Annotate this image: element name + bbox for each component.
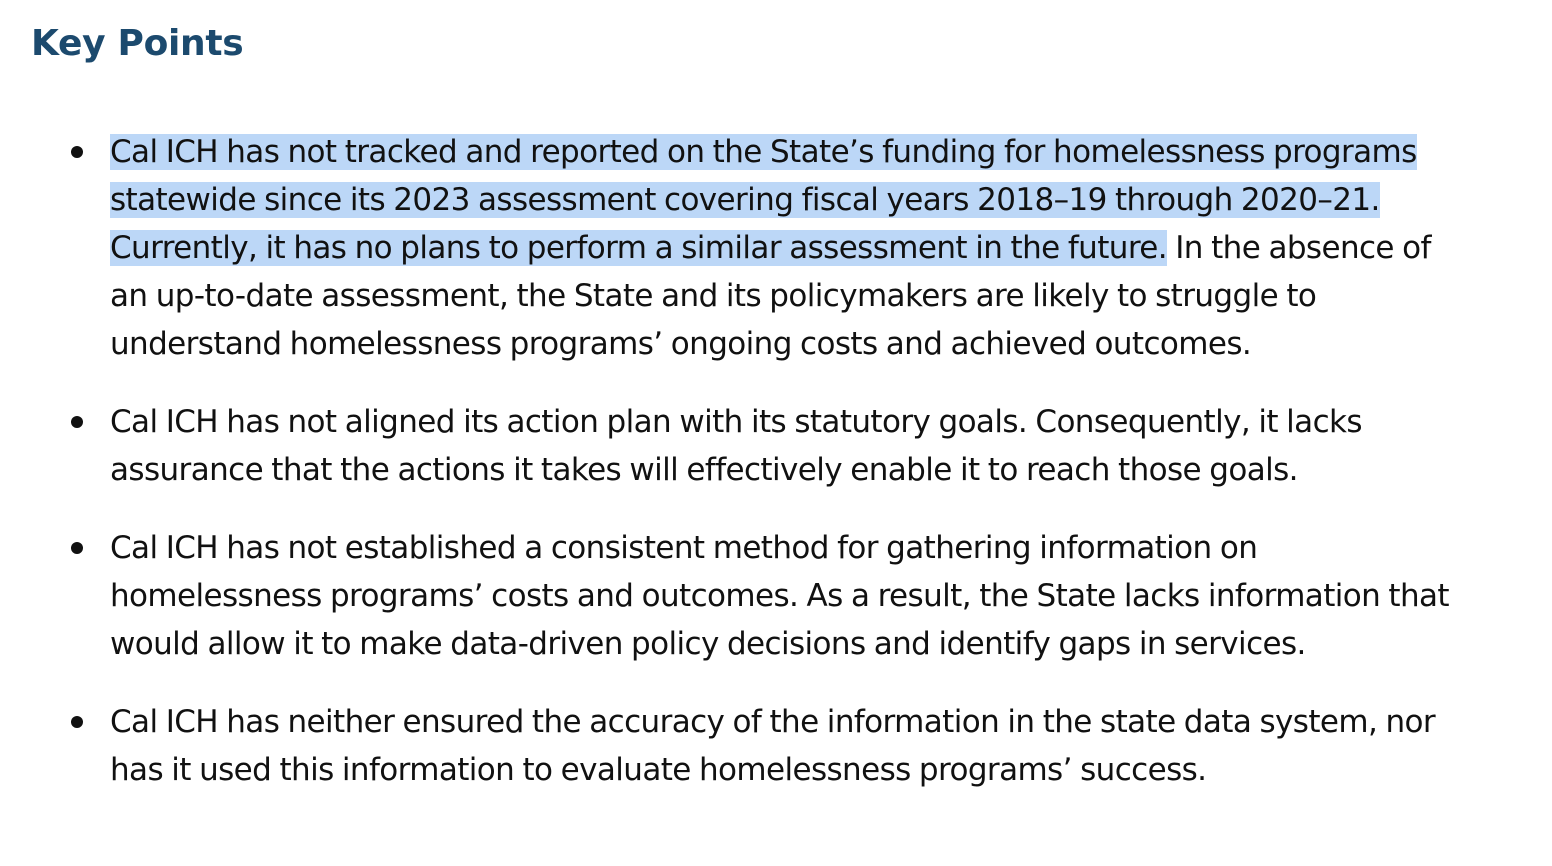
- list-item[interactable]: [0, 698, 1552, 794]
- bullet-icon: [71, 716, 83, 728]
- list-item[interactable]: [0, 128, 1552, 368]
- selected-text[interactable]: Cal ICH has not tracked and reported on the State’s funding for homelessness programs statewide since its 2023 assessment covering fiscal years 2018–19 through 2020–21. Currently, it has no plans to perform a similar assessment in the future.: [110, 134, 1417, 266]
- point-text[interactable]: Cal ICH has not established a consistent method for gathering information on homelessness programs’ costs and outcomes. As a result, the State lacks information that would allow it to make data-driven policy decisions and identify gaps in services.: [110, 530, 1449, 662]
- bullet-icon: [71, 416, 83, 428]
- point-text[interactable]: Cal ICH has neither ensured the accuracy of the information in the state data system, nor has it used this information to evaluate homelessness programs’ success.: [110, 704, 1436, 788]
- section-heading: Key Points: [31, 23, 244, 64]
- point-text[interactable]: Cal ICH has not aligned its action plan with its statutory goals. Consequently, it lacks assurance that the actions it takes will effectively enable it to reach those goals.: [110, 404, 1362, 488]
- list-item[interactable]: [0, 398, 1552, 494]
- bullet-icon: [71, 542, 83, 554]
- key-points-list: [0, 128, 1552, 794]
- point-text[interactable]: In the absence of an up-to-date assessment, the State and its policymakers are likely to struggle to understand homelessness programs’ ongoing costs and achieved outcomes.: [110, 230, 1431, 362]
- list-item[interactable]: [0, 524, 1552, 668]
- bullet-icon: [71, 146, 83, 158]
